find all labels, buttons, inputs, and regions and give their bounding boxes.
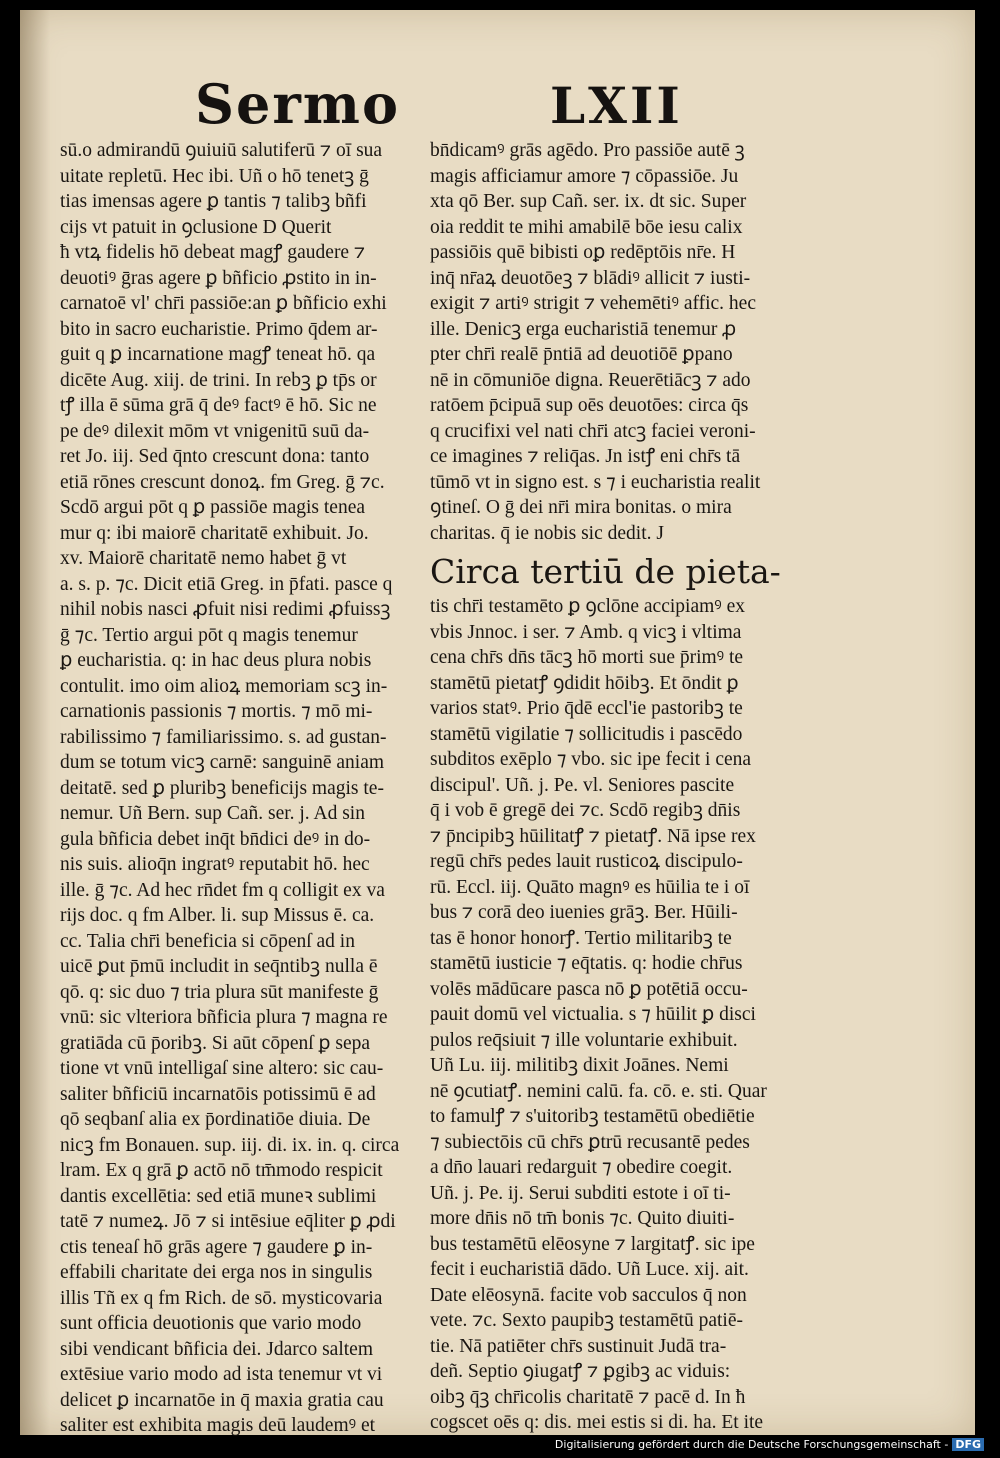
running-header [20,72,975,142]
header-folio-number: LXII [550,76,683,135]
text-line: inq̄ nr̄aꝝ deuotōeꝫ ⁊ blādiꝰ allicit ⁊ iusti- [430,267,751,289]
text-line: bito in sacro eucharistie. Primo q̄dem ar- [60,318,378,340]
text-line: charitas. q̄ ie nobis sic dedit. J [430,522,664,544]
text-line: tas ē honor honorꝭ. Tertio militaribꝫ te [430,927,732,949]
text-line: saliter est exhibita magis deū laudemꝰ et [60,1415,376,1436]
text-line: gula bñficia debet inq̄t bn̄dici deꝰ in do- [60,828,371,850]
text-line: gratiāda cū p̄oribꝫ. Si aūt cōpenſ ꝑ sepa [60,1032,371,1054]
text-line: oibꝫ q̄ꝫ chr̄icolis charitatē ⁊ pacē d. In ħ [430,1386,746,1408]
text-line: pe deꝰ dilexit mōm vt vnigenitū suū da- [60,420,370,442]
text-line: uitate repletū. Hec ibi. Uñ o hō tenetꝫ ḡ [60,165,369,187]
text-line: ce imagines ⁊ reliq̄as. Jn istꝭ eni chr̄s tā [430,446,741,467]
text-line: pauit domū vel victualia. s ⁊ hūilit ꝑ disci [430,1004,756,1025]
text-line: dum se totum vicꝫ carnē: sanguinē aniam [60,752,385,773]
text-line: pulos req̄siuit ⁊ ille voluntarie exhibuit. [430,1029,738,1051]
text-line: nē in cōmuniōe digna. Reuerētiācꝫ ⁊ ado [430,369,751,391]
text-line: discipul'. Uñ. j. Pe. vl. Seniores pascite [430,774,735,796]
text-line: delicet ꝑ incarnatōe in q̄ maxia gratia cau [60,1389,384,1411]
text-line: tatē ⁊ numeꝝ. Jō ⁊ si intēsiue eq̄liter ꝑ ꝓdi [60,1211,396,1232]
text-line: volēs mādūcare pasca nō ꝑ potētiā occu- [430,978,748,1000]
right-column-bottom-text [430,594,792,1436]
text-line: carnationis passionis ⁊ mortis. ⁊ mō mi- [60,701,373,722]
text-line: deuotiꝰ ḡras agere ꝑ bñficio ꝓstito in in- [60,267,377,289]
text-line: magis afficiamur amore ⁊ cōpassiōe. Ju [430,165,739,187]
text-line: qō. q: sic duo ⁊ tria plura sūt manifeste ḡ [60,981,379,1003]
text-line: extēsiue vario modo ad ista tenemur vt vi [60,1364,383,1385]
text-line: tione vt vnū intelligaſ sine altero: sic cau- [60,1058,384,1079]
text-line: sunt officia deuotionis que vario modo [60,1313,362,1334]
text-line: rijs doc. q fm Alber. li. sup Missus ē. ca. [60,905,375,926]
gutter-shadow [20,10,50,1435]
text-line: rabilissimo ⁊ familiarissimo. s. ad gustan- [60,726,387,748]
text-line: dantis excellētia: sed etiā muneꝛ sublimi [60,1185,377,1207]
text-line: contulit. imo oim alioꝝ memoriam scꝫ in- [60,675,388,697]
text-line: Uñ Lu. iij. militibꝫ dixit Joānes. Nemi [430,1055,729,1076]
text-line: vbis Jnnoc. i ser. ⁊ Amb. q vicꝫ i vltima [430,621,742,643]
text-line: ret Jo. iij. Sed q̄nto crescunt dona: tanto [60,446,370,467]
text-line: a. s. p. ⁊c. Dicit etiā Greg. in p̄fati. pasce q [60,573,393,595]
text-line: stamētū pietatꝭ ꝯdidit hōibꝫ. Et ōndit ꝑ [430,672,739,694]
text-line: pter chr̄i realē p̄ntiā ad deuotiōē ꝑpano [430,344,733,365]
text-line: subditos exēplo ⁊ vbo. sic ipe fecit i cena [430,749,752,770]
text-line: tūmō vt in signo est. s ⁊ i eucharistia realit [430,471,761,493]
text-line: ille. ḡ ⁊c. Ad hec rn̄det fm q colligit ex va [60,879,385,901]
right-column-top-text [430,138,792,546]
text-line: rū. Eccl. iij. Quāto magnꝰ es hūilia te i oī [430,876,750,898]
text-line: cena chr̄s dn̄s tācꝫ hō morti sue p̄rimꝰ te [430,647,744,668]
text-line: tias imensas agere ꝑ tantis ⁊ talibꝫ bñfi [60,191,367,212]
text-line: mur q: ibi maiorē charitatē exhibuit. Jo. [60,522,369,544]
text-line: deñ. Septio ꝯiugatꝭ ⁊ ꝑgibꝫ ac viduis: [430,1361,731,1382]
text-line: nē ꝯcutiatꝭ. nemini calū. fa. cō. e. sti. Quar [430,1080,767,1102]
text-line: guit q ꝑ incarnatione magꝭ teneat hō. qa [60,344,376,365]
text-line: to famulꝭ ⁊ s'uitoribꝫ testamētū obediētie [430,1106,755,1127]
text-line: oia reddit te mihi amabilē bōe iesu calix [430,216,743,238]
text-line: ille. Denicꝫ erga eucharistiā tenemur ꝓ [430,318,737,340]
text-line: fecit i eucharistiā dādo. Uñ Luce. xij. ait. [430,1259,749,1280]
right-text-column [430,138,792,1436]
footer-credit-text: Digitalisierung gefördert durch die Deutsche Forschungsgemeinschaft - [554,1438,949,1451]
text-line: Scdō argui pōt q ꝑ passiōe magis tenea [60,497,366,518]
text-line: bn̄dicamꝰ grās agēdo. Pro passiōe autē ꝫ [430,140,745,161]
text-line: regū chr̄s pedes lauit rusticoꝝ discipulo- [430,851,743,872]
text-line: nis suis. alioq̄n ingratꝰ reputabit hō. hec [60,854,370,875]
text-line: sibi vendicant bñficia dei. Jdarco saltem [60,1338,373,1360]
text-line: varios statꝰ. Prio q̄dē eccl'ie pastoribꝫ te [430,698,743,719]
text-line: sū.o admirandū ꝯuiuiū salutiferū ⁊ oī sua [60,140,383,161]
text-line: vete. ⁊c. Sexto paupibꝫ testamētū patiē- [430,1310,743,1331]
text-line: ⁊ p̄ncipibꝫ hūilitatꝭ ⁊ pietatꝭ. Nā ipse rex [430,825,756,847]
text-line: bus ⁊ corā deo iuenies grāꝫ. Ber. Hūili- [430,902,738,923]
text-line: stamētū iusticie ⁊ eq̄tatis. q: hodie chr̄us [430,953,743,974]
text-line: etiā rōnes crescunt donoꝝ. fm Greg. ḡ ⁊c. [60,471,385,493]
book-page [20,10,975,1435]
text-line: ħ vtꝝ fidelis hō debeat magꝭ gaudere ⁊ [60,242,366,263]
text-line: nemur. Uñ Bern. sup Cañ. ser. j. Ad sin [60,803,365,824]
text-line: exigit ⁊ artiꝰ strigit ⁊ vehemētiꝰ affic. hec [430,293,756,314]
text-line: Date elēosynā. facite vob sacculos q̄ non [430,1284,747,1306]
digitization-footer [555,1438,984,1451]
text-line: cogscet oēs q: dis. mei estis si di. ha. Et ite [430,1412,764,1433]
text-line: tis chr̄i testamēto ꝑ ꝯclōne accipiamꝰ ex [430,596,745,617]
text-line: dicēte Aug. xiij. de trini. In rebꝫ ꝑ tp̄s or [60,369,377,391]
left-text-column [60,138,422,1439]
text-line: q crucifixi vel nati chr̄i atcꝫ faciei veroni- [430,420,756,442]
text-line: cc. Talia chr̄i beneficia si cōpenſ ad in [60,930,355,952]
text-line: tꝭ illa ē sūma grā q̄ deꝰ factꝰ ē hō. Sic ne [60,395,377,416]
text-line: passiōis quē bibisti oꝑ redēptōis nr̄e. H [430,242,736,263]
text-line: ratōem p̄cipuā sup oēs deuotōes: circa q̄s [430,395,749,416]
text-line: saliter bñficiū incarnatōis potissimū ē ad [60,1083,376,1105]
text-line: effabili charitate dei erga nos in singulis [60,1262,373,1283]
text-line: ꝑ eucharistia. q: in hac deus plura nobis [60,650,372,671]
text-line: nihil nobis nasci ꝓfuit nisi redimi ꝓfuissꝫ [60,599,391,620]
text-line: qō seqbanſ alia ex p̄ordinatiōe diuia. De [60,1109,371,1130]
text-line: q̄ i vob ē gregē dei ⁊c. Scdō regibꝫ dn̄is [430,800,741,821]
text-line: stamētū vigilatie ⁊ sollicitudis i pascēdo [430,723,743,745]
text-line: bus testamētū elēosyne ⁊ largitatꝭ. sic ipe [430,1233,755,1255]
header-title: Sermo [195,72,400,136]
text-line: more dn̄is nō tm̄ bonis ⁊c. Quito diuiti- [430,1208,735,1229]
dfg-logo-badge: DFG [952,1438,984,1451]
text-line: xv. Maiorē charitatē nemo habet ḡ vt [60,548,347,569]
text-line: uicē ꝑut p̄mū includit in seq̄ntibꝫ nulla ē [60,956,378,977]
text-line: vnū: sic vlteriora bñficia plura ⁊ magna re [60,1007,388,1028]
text-line: lram. Ex q grā ꝑ actō nō tm̄modo respicit [60,1160,383,1181]
text-line: illis Tñ ex q fm Rich. de sō. mysticovaria [60,1287,383,1309]
section-heading: Circa tertiū de pieta- [430,552,781,591]
text-line: xta qō Ber. sup Cañ. ser. ix. dt sic. Super [430,191,747,212]
text-line: tie. Nā patiēter chr̄s sustinuit Judā tra- [430,1335,727,1357]
text-line: nicꝫ fm Bonauen. sup. iij. di. ix. in. q. circa [60,1134,400,1156]
text-line: ḡ ⁊c. Tertio argui pōt q magis tenemur [60,624,358,646]
text-line: cijs vt patuit in ꝯclusione D Querit [60,216,332,238]
text-line: carnatoē vl' chr̄i passiōe:an ꝑ bñficio exhi [60,293,387,314]
text-line: deitatē. sed ꝑ pluribꝫ beneficijs magis te- [60,777,384,799]
text-line: a dn̄o lauari redarguit ⁊ obedire coegit. [430,1157,733,1178]
text-line: ꝯtineſ. O ḡ dei nr̄i mira bonitas. o mira [430,497,732,518]
text-line: ctis teneaſ hō grās agere ⁊ gaudere ꝑ in- [60,1236,373,1258]
text-line: ⁊ subiectōis cū chr̄s ꝑtrū recusantē pedes [430,1131,750,1153]
text-line: Uñ. j. Pe. ij. Serui subditi estote i oī ti- [430,1182,731,1204]
